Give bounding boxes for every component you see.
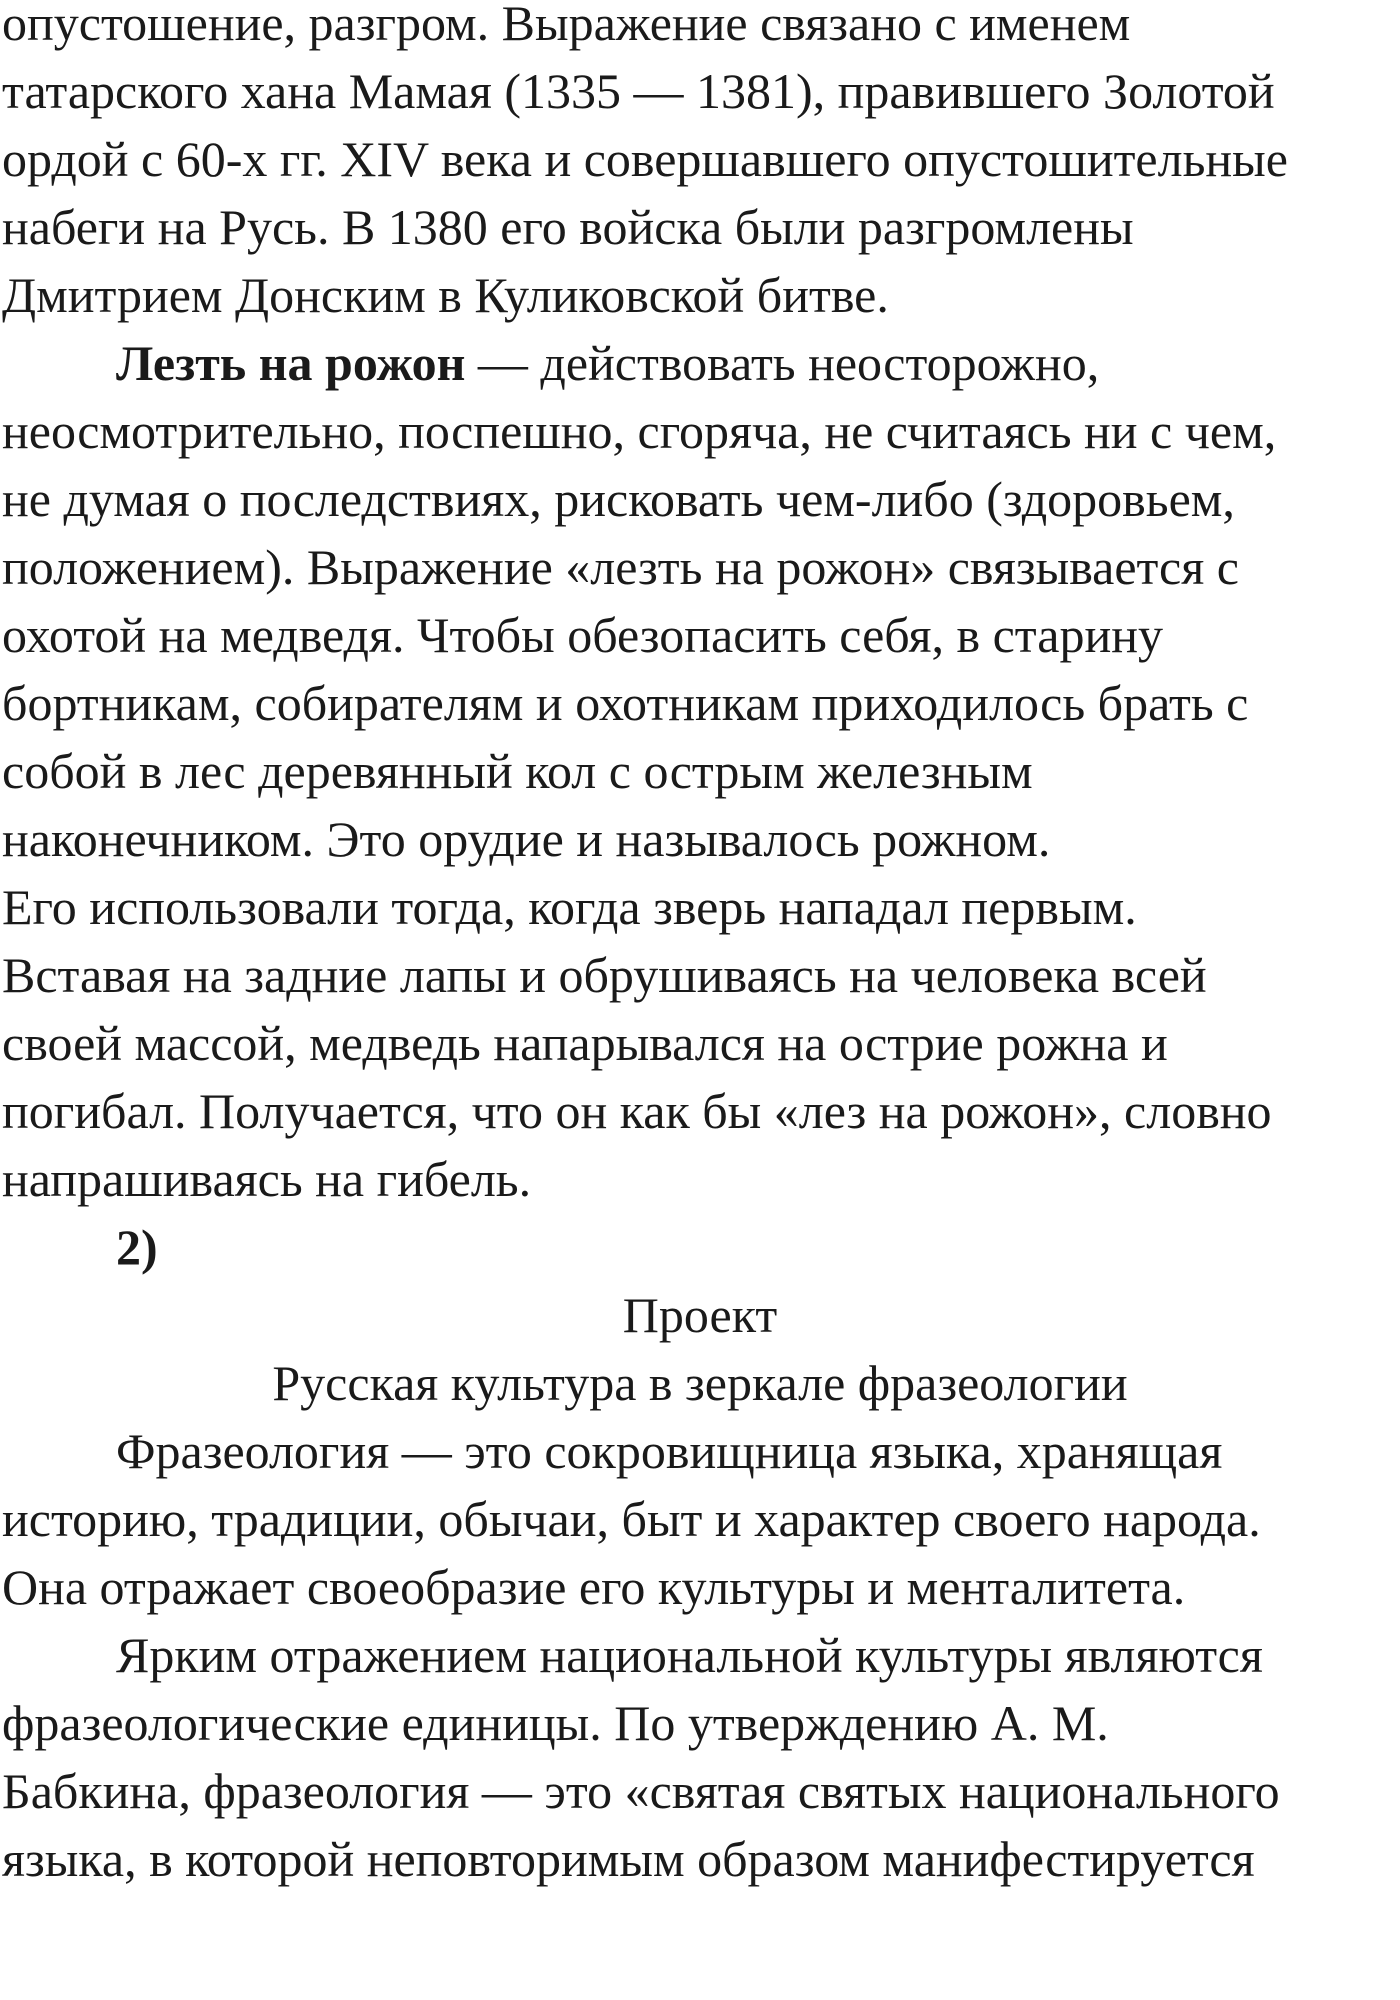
phraseologism-term: Лезть на рожон [116, 335, 466, 391]
text-line: набеги на Русь. В 1380 его войска были разгромлены [2, 199, 1134, 255]
text-line: наконечником. Это орудие и называлось рожном. [2, 811, 1051, 867]
text-line: татарского хана Мамая (1335 — 1381), правившего Золотой [2, 63, 1275, 119]
text-line: неосмотрительно, поспешно, сгоряча, не считаясь ни с чем, [2, 403, 1277, 459]
text-line: своей массой, медведь напарывался на острие рожна и [2, 1015, 1168, 1071]
text-line: фразеологические единицы. По утверждению А. М. [2, 1695, 1109, 1751]
text-line: Ярким отражением национальной культуры являются [116, 1627, 1263, 1683]
text-line: положением). Выражение «лезть на рожон» связывается с [2, 539, 1239, 595]
text-line: не думая о последствиях, рисковать чем-либо (здоровьем, [2, 471, 1235, 527]
text-line: опустошение, разгром. Выражение связано с именем [2, 0, 1131, 51]
text-line: погибал. Получается, что он как бы «лез на рожон», словно [2, 1083, 1272, 1139]
text-line: собой в лес деревянный кол с острым железным [2, 743, 1033, 799]
text-line: бортникам, собирателям и охотникам приходилось брать с [2, 675, 1249, 731]
text-line: историю, традиции, обычаи, быт и характер своего народа. [2, 1491, 1261, 1547]
text-line: ордой с 60-х гг. XIV века и совершавшего опустошительные [2, 131, 1288, 187]
text-line: напрашиваясь на гибель. [2, 1151, 532, 1207]
text-line: Бабкина, фразеология — это «святая святых национального [2, 1763, 1280, 1819]
definition-line [116, 328, 1099, 398]
text-line: языка, в которой неповторимым образом манифестируется [2, 1831, 1255, 1887]
text-line: Дмитрием Донским в Куликовской битве. [2, 267, 889, 323]
text-line: Она отражает своеобразие его культуры и менталитета. [2, 1559, 1186, 1615]
text-line: Его использовали тогда, когда зверь нападал первым. [2, 879, 1137, 935]
section-number: 2) [116, 1219, 158, 1275]
text-line: Фразеология — это сокровищница языка, хранящая [116, 1423, 1223, 1479]
project-label: Проект [622, 1287, 778, 1343]
project-title: Русская культура в зеркале фразеологии [272, 1355, 1128, 1411]
text-line: охотой на медведя. Чтобы обезопасить себя, в старину [2, 607, 1163, 663]
text-line: Вставая на задние лапы и обрушиваясь на человека всей [2, 947, 1207, 1003]
definition-start: — действовать неосторожно, [465, 335, 1100, 391]
